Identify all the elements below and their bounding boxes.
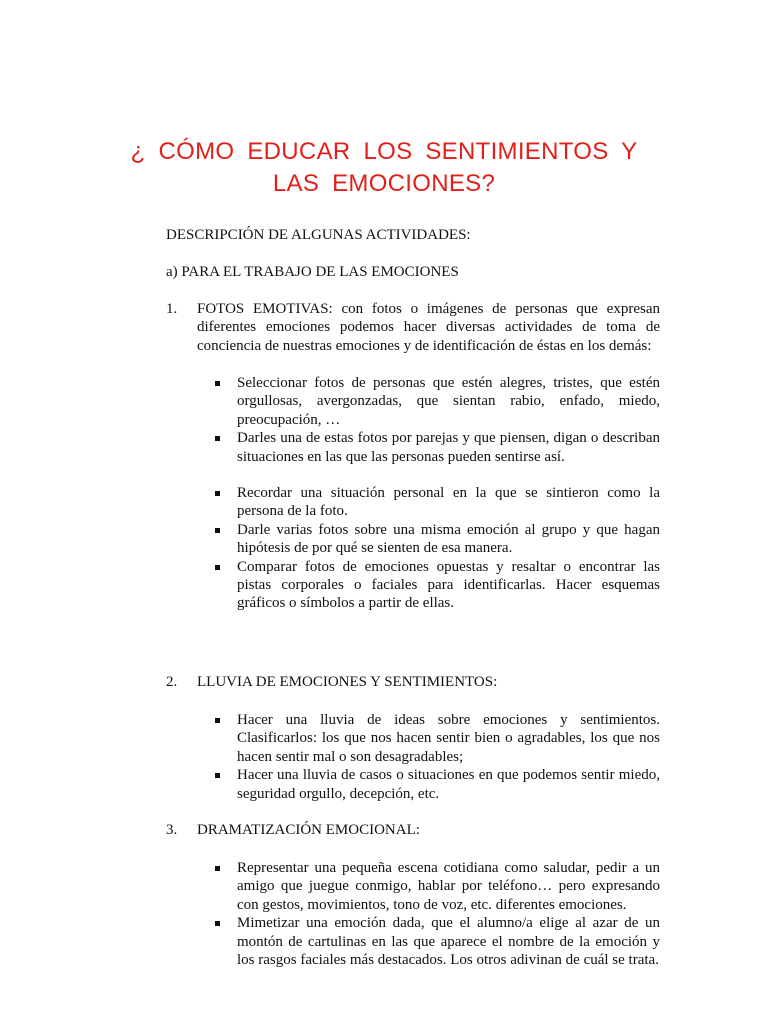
square-bullet-icon (215, 528, 220, 533)
bullet-item (213, 914, 660, 969)
item-text: FOTOS EMOTIVAS: con fotos o imágenes de personas que expresan diferentes emociones podemos hacer diversas actividades de toma de conciencia de nuestras emociones y de identificación de éstas en los demás: (197, 301, 660, 354)
square-bullet-icon (215, 491, 220, 496)
square-bullet-icon (215, 866, 220, 871)
square-bullet-icon (215, 436, 220, 441)
bullet-list-2 (213, 711, 660, 803)
title-line-2: LAS EMOCIONES? (272, 170, 496, 197)
section-heading: DESCRIPCIÓN DE ALGUNAS ACTIVIDADES: (166, 227, 471, 243)
item-number: 1. (166, 301, 178, 317)
bullet-text: Representar una pequeña escena cotidiana como saludar, pedir a un amigo que juegue conmigo, hablar por teléfono… pero expresando con gestos, movimientos, tono de voz, etc. diferentes emociones. (237, 860, 660, 913)
square-bullet-icon (215, 565, 220, 570)
square-bullet-icon (215, 381, 220, 386)
subsection-heading: a) PARA EL TRABAJO DE LAS EMOCIONES (166, 264, 459, 280)
bullet-text: Hacer una lluvia de casos o situaciones en que podemos sentir miedo, seguridad orgullo, decepción, etc. (237, 767, 660, 802)
bullet-text: Seleccionar fotos de personas que estén alegres, tristes, que estén orgullosas, avergonzadas, que sientan rabio, enfado, miedo, preocupación, … (237, 375, 660, 428)
list-item-1 (166, 300, 660, 355)
square-bullet-icon (215, 718, 220, 723)
bullet-list-1 (213, 374, 660, 613)
item-text: DRAMATIZACIÓN EMOCIONAL: (197, 822, 420, 838)
square-bullet-icon (215, 921, 220, 926)
bullet-text: Comparar fotos de emociones opuestas y resaltar o encontrar las pistas corporales o faciales para identificarlas. Hacer esquemas gráficos o símbolos a partir de ellas. (237, 558, 660, 612)
bullet-item (213, 521, 660, 558)
title-line-1: ¿ CÓMO EDUCAR LOS SENTIMIENTOS Y (130, 138, 638, 165)
bullet-item (213, 484, 660, 521)
square-bullet-icon (215, 773, 220, 778)
item-number: 3. (166, 822, 178, 838)
bullet-text: Recordar una situación personal en la que se sintieron como la persona de la foto. (237, 485, 660, 520)
bullet-item (213, 711, 660, 766)
bullet-text: Mimetizar una emoción dada, que el alumno/a elige al azar de un montón de cartulinas en las que aparece el nombre de la emoción y los rasgos faciales más destacados. Los otros adivinan de cuál se trata. (237, 915, 660, 969)
bullet-item (213, 859, 660, 914)
bullet-text: Darles una de estas fotos por parejas y que piensen, digan o describan situaciones en las que las personas pueden sentirse así. (237, 430, 660, 465)
bullet-text: Hacer una lluvia de ideas sobre emociones y sentimientos. Clasificarlos: los que nos hacen sentir bien o agradables, los que nos hacen sentir mal o son desagradables; (237, 712, 660, 765)
item-text: LLUVIA DE EMOCIONES Y SENTIMIENTOS: (197, 674, 498, 690)
bullet-item (213, 766, 660, 803)
bullet-item (213, 558, 660, 613)
item-number: 2. (166, 674, 178, 690)
bullet-text: Darle varias fotos sobre una misma emoción al grupo y que hagan hipótesis de por qué se sienten de esa manera. (237, 521, 660, 557)
list-item-3 (166, 821, 660, 839)
bullet-list-3 (213, 859, 660, 969)
bullet-item (213, 374, 660, 429)
page-title (100, 136, 668, 200)
list-item-2 (166, 673, 660, 691)
bullet-item (213, 429, 660, 466)
